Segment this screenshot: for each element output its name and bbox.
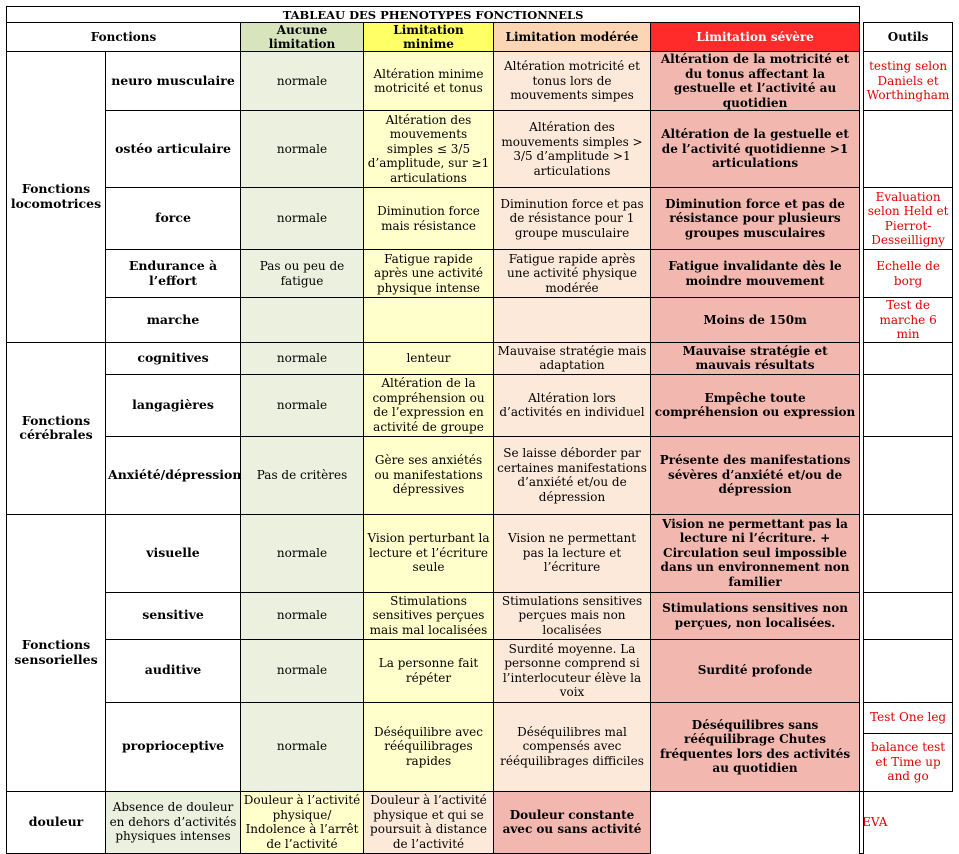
row-label: Endurance à l’effort <box>106 250 241 298</box>
cell-outil: Echelle de borg <box>864 250 953 298</box>
cell-minime: La personne fait répéter <box>364 639 494 702</box>
cell-outil <box>864 436 953 514</box>
cell-severe: Présente des manifestations sévères d’anxiété et/ou de dépression <box>651 436 860 514</box>
header-limitation-moderee: Limitation modérée <box>494 23 651 52</box>
table-row <box>7 436 953 514</box>
cell-moderee: Altération motricité et tonus lors de mouvements simpes <box>494 52 651 111</box>
cell-severe: Moins de 150m <box>651 298 860 343</box>
row-label: force <box>106 188 241 250</box>
header-aucune-limitation: Aucune limitation <box>241 23 364 52</box>
table-row <box>7 592 953 639</box>
cell-minime: Diminution force mais résistance <box>364 188 494 250</box>
cell-moderee <box>494 298 651 343</box>
table-row <box>7 342 953 374</box>
cell-minime: Altération minime motricité et tonus <box>364 52 494 111</box>
cell-aucune: normale <box>241 702 364 791</box>
group-locomotrices: Fonctions locomotrices <box>7 52 106 343</box>
row-label: douleur <box>7 791 106 853</box>
cell-severe: Diminution force et pas de résistance pour plusieurs groupes musculaires <box>651 188 860 250</box>
cell-minime <box>364 298 494 343</box>
cell-outil <box>864 514 953 592</box>
cell-aucune: Absence de douleur en dehors d’activités physiques intenses <box>106 791 241 853</box>
cell-severe: Altération de la gestuelle et de l’activité quotidienne >1 articulations <box>651 111 860 188</box>
cell-severe: Stimulations sensitives non perçues, non localisées. <box>651 592 860 639</box>
cell-aucune: normale <box>241 52 364 111</box>
table-row <box>7 374 953 436</box>
table-row <box>7 188 953 250</box>
row-label: ostéo articulaire <box>106 111 241 188</box>
cell-minime: Douleur à l’activité physique/ Indolence à l’arrêt de l’activité <box>241 791 364 853</box>
row-label: proprioceptive <box>106 702 241 791</box>
phenotype-table-wrapper <box>6 6 952 851</box>
cell-outil: EVA <box>860 791 864 853</box>
cell-aucune: normale <box>241 111 364 188</box>
cell-severe: Fatigue invalidante dès le moindre mouvement <box>651 250 860 298</box>
cell-moderee: Douleur à l’activité physique et qui se poursuit à distance de l’activité <box>364 791 494 853</box>
header-fonctions: Fonctions <box>7 23 241 52</box>
cell-minime: Déséquilibre avec rééquilibrages rapides <box>364 702 494 791</box>
row-label: marche <box>106 298 241 343</box>
cell-moderee: Altération lors d’activités en individuel <box>494 374 651 436</box>
row-label: cognitives <box>106 342 241 374</box>
table-row <box>7 298 953 343</box>
cell-minime: Stimulations sensitives perçues mais mal localisées <box>364 592 494 639</box>
group-sensorielles: Fonctions sensorielles <box>7 514 106 791</box>
phenotype-table <box>6 6 953 854</box>
cell-severe: Mauvaise stratégie et mauvais résultats <box>651 342 860 374</box>
cell-outil <box>864 592 953 639</box>
cell-moderee: Déséquilibres mal compensés avec rééquilibrages difficiles <box>494 702 651 791</box>
table-title: TABLEAU DES PHENOTYPES FONCTIONNELS <box>7 7 860 23</box>
table-row <box>7 639 953 702</box>
cell-minime: lenteur <box>364 342 494 374</box>
cell-outil <box>864 342 953 374</box>
cell-severe: Vision ne permettant pas la lecture ni l’écriture. + Circulation seul impossible dans un environnement non familier <box>651 514 860 592</box>
table-row <box>7 702 953 733</box>
table-row <box>7 250 953 298</box>
cell-severe: Surdité profonde <box>651 639 860 702</box>
cell-severe: Douleur constante avec ou sans activité <box>494 791 651 853</box>
row-label: sensitive <box>106 592 241 639</box>
row-label: Anxiété/dépression <box>106 436 241 514</box>
cell-aucune: Pas de critères <box>241 436 364 514</box>
cell-moderee: Se laisse déborder par certaines manifestations d’anxiété et/ou de dépression <box>494 436 651 514</box>
cell-minime: Altération des mouvements simples ≤ 3/5 d’amplitude, sur ≥1 articulations <box>364 111 494 188</box>
cell-moderee: Surdité moyenne. La personne comprend si l’interlocuteur élève la voix <box>494 639 651 702</box>
cell-aucune: normale <box>241 514 364 592</box>
cell-outil-one-leg: Test One leg <box>864 702 953 733</box>
cell-minime: Vision perturbant la lecture et l’écriture seule <box>364 514 494 592</box>
cell-aucune: normale <box>241 639 364 702</box>
cell-outil <box>864 111 953 188</box>
cell-outil: Evaluation selon Held et Pierrot-Desseilligny <box>864 188 953 250</box>
header-limitation-minime: Limitation minime <box>364 23 494 52</box>
cell-severe: Empêche toute compréhension ou expression <box>651 374 860 436</box>
cell-severe: Déséquilibres sans rééquilibrage Chutes fréquentes lors des activités au quotidien <box>651 702 860 791</box>
row-label: auditive <box>106 639 241 702</box>
cell-moderee: Altération des mouvements simples > 3/5 d’amplitude >1 articulations <box>494 111 651 188</box>
cell-minime: Altération de la compréhension ou de l’expression en activité de groupe <box>364 374 494 436</box>
cell-moderee: Diminution force et pas de résistance pour 1 groupe musculaire <box>494 188 651 250</box>
cell-minime: Gère ses anxiétés ou manifestations dépressives <box>364 436 494 514</box>
cell-outil-balance: balance test et Time up and go <box>864 733 953 791</box>
cell-aucune: normale <box>241 374 364 436</box>
cell-moderee: Fatigue rapide après une activité physique modérée <box>494 250 651 298</box>
row-label: visuelle <box>106 514 241 592</box>
cell-minime: Fatigue rapide après une activité physique intense <box>364 250 494 298</box>
cell-outil: testing selon Daniels et Worthingham <box>864 52 953 111</box>
table-row <box>7 791 953 853</box>
cell-moderee: Mauvaise stratégie mais adaptation <box>494 342 651 374</box>
cell-outil <box>864 374 953 436</box>
cell-moderee: Vision ne permettant pas la lecture et l’écriture <box>494 514 651 592</box>
header-outils: Outils <box>864 23 953 52</box>
header-limitation-severe: Limitation sévère <box>651 23 860 52</box>
cell-aucune: normale <box>241 342 364 374</box>
cell-aucune: Pas ou peu de fatigue <box>241 250 364 298</box>
cell-severe: Altération de la motricité et du tonus affectant la gestuelle et l’activité au quotidien <box>651 52 860 111</box>
table-row <box>7 52 953 111</box>
table-row <box>7 514 953 592</box>
group-cerebrales: Fonctions cérébrales <box>7 342 106 514</box>
row-label: langagières <box>106 374 241 436</box>
cell-outil <box>864 639 953 702</box>
cell-aucune: normale <box>241 188 364 250</box>
cell-aucune <box>241 298 364 343</box>
row-label: neuro musculaire <box>106 52 241 111</box>
table-row <box>7 111 953 188</box>
cell-moderee: Stimulations sensitives perçues mais non localisées <box>494 592 651 639</box>
cell-outil: Test de marche 6 min <box>864 298 953 343</box>
cell-aucune: normale <box>241 592 364 639</box>
